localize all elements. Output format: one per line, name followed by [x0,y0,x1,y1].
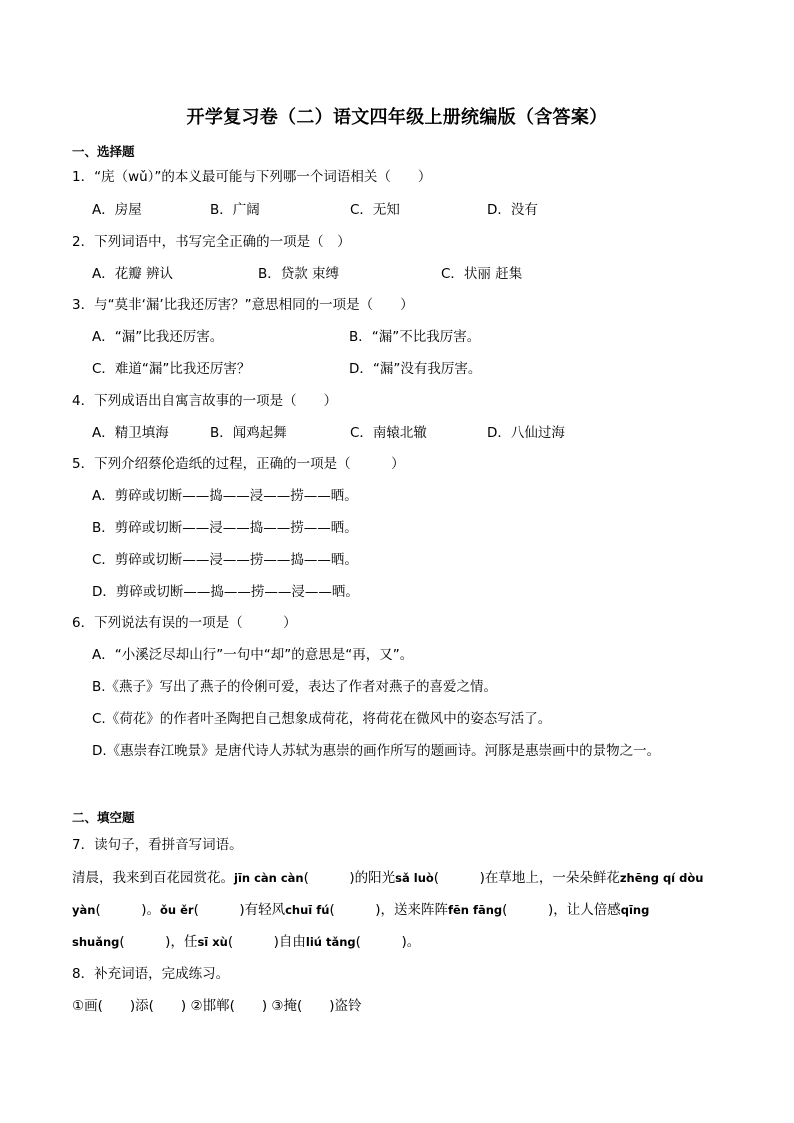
question-5-stem: 5．下列介绍蔡伦造纸的过程，正确的一项是（ ） [72,456,405,472]
question-2-option-b: B．贷款 束缚 [258,266,340,282]
question-5-option-d: D．剪碎或切断——捣——捞——浸——晒。 [92,584,359,600]
question-3-option-b: B．“漏”不比我厉害。 [349,329,481,345]
question-1-stem: 1．“庑（wǔ）”的本义最可能与下列哪一个词语相关（ ） [72,169,432,185]
question-7-line-3 [72,930,420,950]
sentence-text: ( )的阳光 [303,870,396,886]
question-2-stem: 2．下列词语中，书写完全正确的一项是（ ） [72,234,351,250]
sentence-text: ( )，让人倍感 [502,902,621,918]
sentence-text: 清晨，我来到百花园赏花。 [72,870,234,886]
pinyin: shuǎng [72,935,120,949]
question-6-option-d: D.《惠崇春江晚景》是唐代诗人苏轼为惠崇的画作所写的题画诗。河豚是惠崇画中的景物之一。 [92,743,661,759]
question-4-option-d: D．八仙过海 [487,425,565,441]
question-2-option-c: C．状丽 赶集 [441,266,523,282]
pinyin: zhēng qí dòu [619,871,704,885]
sentence-text: ( )在草地上，一朵朵鲜花 [433,870,620,886]
pinyin: sī xù [197,935,228,949]
question-5-option-c: C．剪碎或切断——浸——捞——捣——晒。 [92,552,358,568]
question-4-option-c: C．南辕北辙 [350,425,427,441]
section-heading-choice: 一、选择题 [72,144,135,159]
question-3-option-d: D．“漏”没有我厉害。 [349,361,482,377]
page-title: 开学复习卷（二）语文四年级上册统编版（含答案） [186,107,608,128]
question-3-option-c: C．难道“漏”比我还厉害？ [92,361,251,377]
sentence-text: ( )，任 [119,934,198,950]
question-1-option-a: A．房屋 [92,202,142,218]
question-3-stem: 3．与“莫非‘漏’比我还厉害？”意思相同的一项是（ ） [72,297,414,313]
pinyin: fēn fāng [447,903,503,917]
pinyin: sǎ luò [395,871,434,885]
sentence-text: ( )。 [95,902,160,918]
question-5-option-a: A．剪碎或切断——捣——浸——捞——晒。 [92,488,358,504]
sentence-text: ( )自由 [227,934,306,950]
question-1-option-b: B．广阔 [210,202,260,218]
pinyin: ǒu ěr [160,903,194,917]
question-7-stem: 7．读句子，看拼音写词语。 [72,837,243,853]
sentence-text: ( )有轻风 [193,902,286,918]
question-3-option-a: A．“漏”比我还厉害。 [92,329,224,345]
question-6-option-c: C.《荷花》的作者叶圣陶把自己想象成荷花，将荷花在微风中的姿态写活了。 [92,711,552,727]
question-4-option-b: B．闻鸡起舞 [210,425,287,441]
question-5-option-b: B．剪碎或切断——浸——捣——捞——晒。 [92,520,358,536]
section-heading-fill: 二、填空题 [72,810,135,825]
pinyin: qīng [620,903,650,917]
question-1-option-c: C．无知 [350,202,400,218]
question-2-option-a: A．花瓣 辨认 [92,266,174,282]
question-7-line-2 [72,898,649,918]
question-4-stem: 4．下列成语出自寓言故事的一项是（ ） [72,393,338,409]
pinyin: chuī fú [285,903,330,917]
question-8-blanks: ①画( )添( ) ②邯郸( ) ③掩( )盗铃 [72,998,362,1014]
sentence-text: ( )，送来阵阵 [329,902,448,918]
question-7-line-1 [72,866,703,886]
question-6-option-b: B.《燕子》写出了燕子的伶俐可爱，表达了作者对燕子的喜爱之情。 [92,679,498,695]
question-1-option-d: D．没有 [487,202,538,218]
sentence-text: ( )。 [355,934,421,950]
pinyin: liú tǎng [305,935,356,949]
question-8-stem: 8．补充词语，完成练习。 [72,966,230,982]
question-4-option-a: A．精卫填海 [92,425,169,441]
question-6-option-a: A．“小溪泛尽却山行”一句中“却”的意思是“再，又”。 [92,647,414,663]
pinyin: jīn càn càn [234,871,304,885]
pinyin: yàn [72,903,96,917]
question-6-stem: 6．下列说法有误的一项是（ ） [72,615,297,631]
